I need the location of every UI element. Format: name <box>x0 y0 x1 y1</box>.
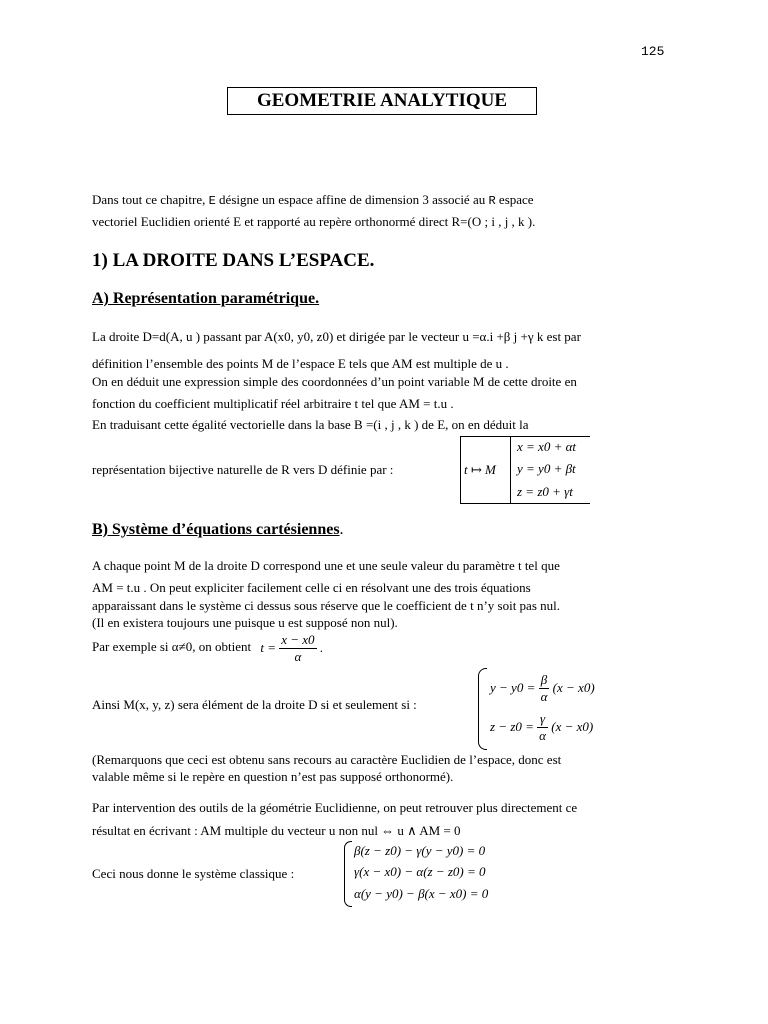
parametric-eq-x: x = x0 + αt <box>517 439 577 454</box>
paragraph-b-11: Ceci nous donne le système classique : <box>92 866 295 881</box>
paragraph-b-2: AM = t.u . On peut expliciter facilement celle ci en résolvant une des trois équations <box>92 580 531 595</box>
cartesian-eq-1: y − y0 = $\frac{\beta}{\alpha}$ (x − x0) <box>490 672 595 704</box>
paragraph-a-2: définition l’ensemble des points M de l’espace E tels que AM est multiple de u . <box>92 356 509 371</box>
classic-eq-3: α(y − y0) − β(x − x0) = 0 <box>354 886 489 901</box>
paragraph-b-1: A chaque point M de la droite D correspond une et une seule valeur du paramètre t tel que <box>92 558 560 573</box>
page-number: 125 <box>641 44 665 59</box>
classic-system-brace <box>344 841 352 907</box>
paragraph-b-6: Ainsi M(x, y, z) sera élément de la droite D si et seulement si : <box>92 697 417 712</box>
intro-line-2: vectoriel Euclidien orienté E et rapporté au repère orthonormé direct R=(O ; i , j , k ). <box>92 214 536 229</box>
paragraph-b-7: (Remarquons que ceci est obtenu sans recours au caractère Euclidien de l’espace, donc est <box>92 752 562 767</box>
paragraph-b-9: Par intervention des outils de la géométrie Euclidienne, on peut retrouver plus directement ce <box>92 800 578 815</box>
paragraph-b-4: (Il en existera toujours une puisque u est supposé non nul). <box>92 615 398 630</box>
paragraph-a-3: On en déduit une expression simple des coordonnées d’un point variable M de cette droite en <box>92 374 577 389</box>
parametric-map: t ↦ M <box>464 462 496 477</box>
paragraph-b-5: Par exemple si α≠0, on obtient t = $\frac{x - x0}{\alpha}$ . <box>92 632 324 664</box>
paragraph-a-6: représentation bijective naturelle de R vers D définie par : <box>92 462 394 477</box>
cartesian-brace <box>478 668 487 750</box>
paragraph-b-10: résultat en écrivant : AM multiple du vecteur u non nul ⇔ u ∧ AM = 0 <box>92 823 461 838</box>
classic-eq-2: γ(x − x0) − α(z − z0) = 0 <box>354 864 486 879</box>
paragraph-b-8: valable même si le repère en question n’est pas supposé orthonormé). <box>92 769 454 784</box>
paragraph-a-4: fonction du coefficient multiplicatif réel arbitraire t tel que AM = t.u . <box>92 396 454 411</box>
paragraph-a-5: En traduisant cette égalité vectorielle dans la base B =(i , j , k ) de E, on en déduit la <box>92 417 529 432</box>
intro-line-1: Dans tout ce chapitre, E désigne un espace affine de dimension 3 associé au R espace <box>92 192 534 208</box>
parametric-eq-z: z = z0 + γt <box>517 484 573 499</box>
paragraph-a-1: La droite D=d(A, u ) passant par A(x0, y0, z0) et dirigée par le vecteur u =α.i +β j +γ k est par <box>92 329 581 344</box>
paragraph-b-3: apparaissant dans le système ci dessus sous réserve que le coefficient de t n’y soit pas nul. <box>92 598 560 613</box>
section-heading-droite: 1) LA DROITE DANS L’ESPACE. <box>92 250 375 271</box>
subsection-heading-cartesiennes: B) Système d’équations cartésiennes. <box>92 521 344 538</box>
classic-eq-1: β(z − z0) − γ(y − y0) = 0 <box>354 843 486 858</box>
page-title: GEOMETRIE ANALYTIQUE <box>227 87 537 115</box>
parametric-system-divider <box>510 436 511 504</box>
cartesian-eq-2: z − z0 = $\frac{\gamma}{\alpha}$ (x − x0) <box>490 711 594 743</box>
subsection-heading-parametrique: A) Représentation paramétrique. <box>92 290 320 307</box>
parametric-eq-y: y = y0 + βt <box>517 461 576 476</box>
